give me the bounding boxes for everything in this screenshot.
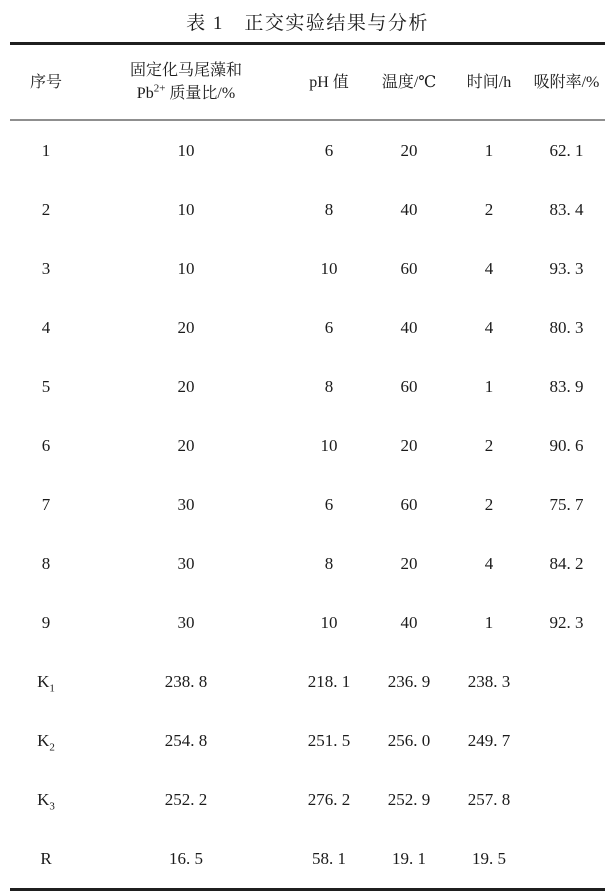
ratio-cell: 30 xyxy=(177,494,195,514)
ratio-cell: 10 xyxy=(177,140,195,160)
time-cell: 1 xyxy=(484,376,494,396)
stat-row-k2 xyxy=(10,711,605,770)
ratio-cell: 10 xyxy=(177,258,195,278)
ratio-cell: 20 xyxy=(177,317,195,337)
stat-row-k1 xyxy=(10,652,605,711)
temp-cell: 252. 9 xyxy=(387,789,431,809)
rate-cell xyxy=(528,829,605,890)
table-row xyxy=(10,239,605,298)
stat-label-base: R xyxy=(40,848,52,868)
rate-cell xyxy=(528,770,605,829)
ph-cell: 6 xyxy=(324,140,334,160)
rate-cell: 83. 9 xyxy=(549,376,584,396)
temp-cell: 20 xyxy=(400,435,418,455)
temp-cell: 20 xyxy=(400,140,418,160)
table-row xyxy=(10,180,605,239)
ratio-cell: 20 xyxy=(177,376,195,396)
rate-cell: 83. 4 xyxy=(549,199,584,219)
header-cell-time: 时间/h xyxy=(466,73,512,91)
header-ratio-line1: 固定化马尾藻和 xyxy=(129,62,242,79)
ph-cell: 276. 2 xyxy=(307,789,351,809)
temp-cell: 60 xyxy=(400,376,418,396)
ratio-cell: 254. 8 xyxy=(164,730,208,750)
header-cell-ph: pH 值 xyxy=(309,73,349,91)
temp-cell: 256. 0 xyxy=(387,730,431,750)
header-ratio-line2 xyxy=(82,82,290,105)
table-row xyxy=(10,357,605,416)
pb-symbol: Pb xyxy=(136,85,154,102)
rate-cell: 62. 1 xyxy=(549,140,584,160)
time-cell: 2 xyxy=(484,199,494,219)
table-row xyxy=(10,475,605,534)
temp-cell: 60 xyxy=(400,258,418,278)
header-row xyxy=(10,44,605,121)
ph-cell: 8 xyxy=(324,199,334,219)
seq-cell: 9 xyxy=(41,612,51,632)
header-cell-ratio xyxy=(82,44,290,121)
time-cell: 249. 7 xyxy=(467,730,511,750)
stat-label-cell xyxy=(10,652,82,711)
seq-cell: 4 xyxy=(41,317,51,337)
seq-cell: 1 xyxy=(41,140,51,160)
seq-cell: 7 xyxy=(41,494,51,514)
time-cell: 4 xyxy=(484,553,494,573)
orthogonal-results-table xyxy=(10,42,605,891)
temp-cell: 19. 1 xyxy=(392,848,426,868)
pb-superscript: 2+ xyxy=(153,82,166,95)
seq-cell: 6 xyxy=(41,435,51,455)
time-cell: 4 xyxy=(484,258,494,278)
stat-label-base: K xyxy=(37,730,50,750)
header-cell-seq: 序号 xyxy=(29,73,62,91)
table-row xyxy=(10,534,605,593)
table-header xyxy=(10,44,605,121)
time-cell: 257. 8 xyxy=(467,789,511,809)
ratio-cell: 30 xyxy=(177,553,195,573)
table-body xyxy=(10,120,605,890)
rate-cell: 75. 7 xyxy=(549,494,584,514)
stat-label-base: K xyxy=(37,671,50,691)
seq-cell: 8 xyxy=(41,553,51,573)
ph-cell: 8 xyxy=(324,553,334,573)
ph-cell: 10 xyxy=(320,258,338,278)
time-cell: 2 xyxy=(484,435,494,455)
header-cell-rate: 吸附率/% xyxy=(533,73,600,91)
header-ratio-line2-rest: 质量比/% xyxy=(165,85,236,102)
table-row xyxy=(10,593,605,652)
temp-cell: 40 xyxy=(400,612,418,632)
table-row xyxy=(10,120,605,180)
stat-row-k3 xyxy=(10,770,605,829)
stat-label-cell xyxy=(10,711,82,770)
stat-label-subscript: 2 xyxy=(49,740,55,753)
stat-label-subscript: 3 xyxy=(49,799,55,812)
ratio-cell: 252. 2 xyxy=(164,789,208,809)
ph-cell: 6 xyxy=(324,317,334,337)
ph-cell: 58. 1 xyxy=(312,848,346,868)
table-row xyxy=(10,416,605,475)
temp-cell: 40 xyxy=(400,199,418,219)
stat-label-base: K xyxy=(37,789,50,809)
rate-cell xyxy=(528,711,605,770)
rate-cell: 93. 3 xyxy=(549,258,584,278)
ph-cell: 10 xyxy=(320,612,338,632)
seq-cell: 5 xyxy=(41,376,51,396)
ratio-cell: 10 xyxy=(177,199,195,219)
temp-cell: 60 xyxy=(400,494,418,514)
table-row xyxy=(10,298,605,357)
ratio-cell: 20 xyxy=(177,435,195,455)
ratio-cell: 30 xyxy=(177,612,195,632)
header-cell-temp: 温度/℃ xyxy=(381,73,437,91)
ratio-cell: 16. 5 xyxy=(169,848,203,868)
stat-label-subscript: 1 xyxy=(49,681,55,694)
ratio-cell: 238. 8 xyxy=(164,671,208,691)
time-cell: 1 xyxy=(484,612,494,632)
table-title: 表 1 正交实验结果与分析 xyxy=(186,12,429,34)
time-cell: 4 xyxy=(484,317,494,337)
time-cell: 2 xyxy=(484,494,494,514)
time-cell: 19. 5 xyxy=(472,848,506,868)
temp-cell: 236. 9 xyxy=(387,671,431,691)
ph-cell: 6 xyxy=(324,494,334,514)
temp-cell: 40 xyxy=(400,317,418,337)
stat-label-cell xyxy=(10,770,82,829)
ph-cell: 251. 5 xyxy=(307,730,351,750)
rate-cell: 90. 6 xyxy=(549,435,584,455)
ph-cell: 8 xyxy=(324,376,334,396)
temp-cell: 20 xyxy=(400,553,418,573)
time-cell: 238. 3 xyxy=(467,671,511,691)
rate-cell: 80. 3 xyxy=(549,317,584,337)
time-cell: 1 xyxy=(484,140,494,160)
rate-cell: 92. 3 xyxy=(549,612,584,632)
stat-row-r xyxy=(10,829,605,890)
seq-cell: 3 xyxy=(41,258,51,278)
ph-cell: 218. 1 xyxy=(307,671,351,691)
stat-label-cell xyxy=(10,829,82,890)
rate-cell xyxy=(528,652,605,711)
seq-cell: 2 xyxy=(41,199,51,219)
ph-cell: 10 xyxy=(320,435,338,455)
rate-cell: 84. 2 xyxy=(549,553,584,573)
